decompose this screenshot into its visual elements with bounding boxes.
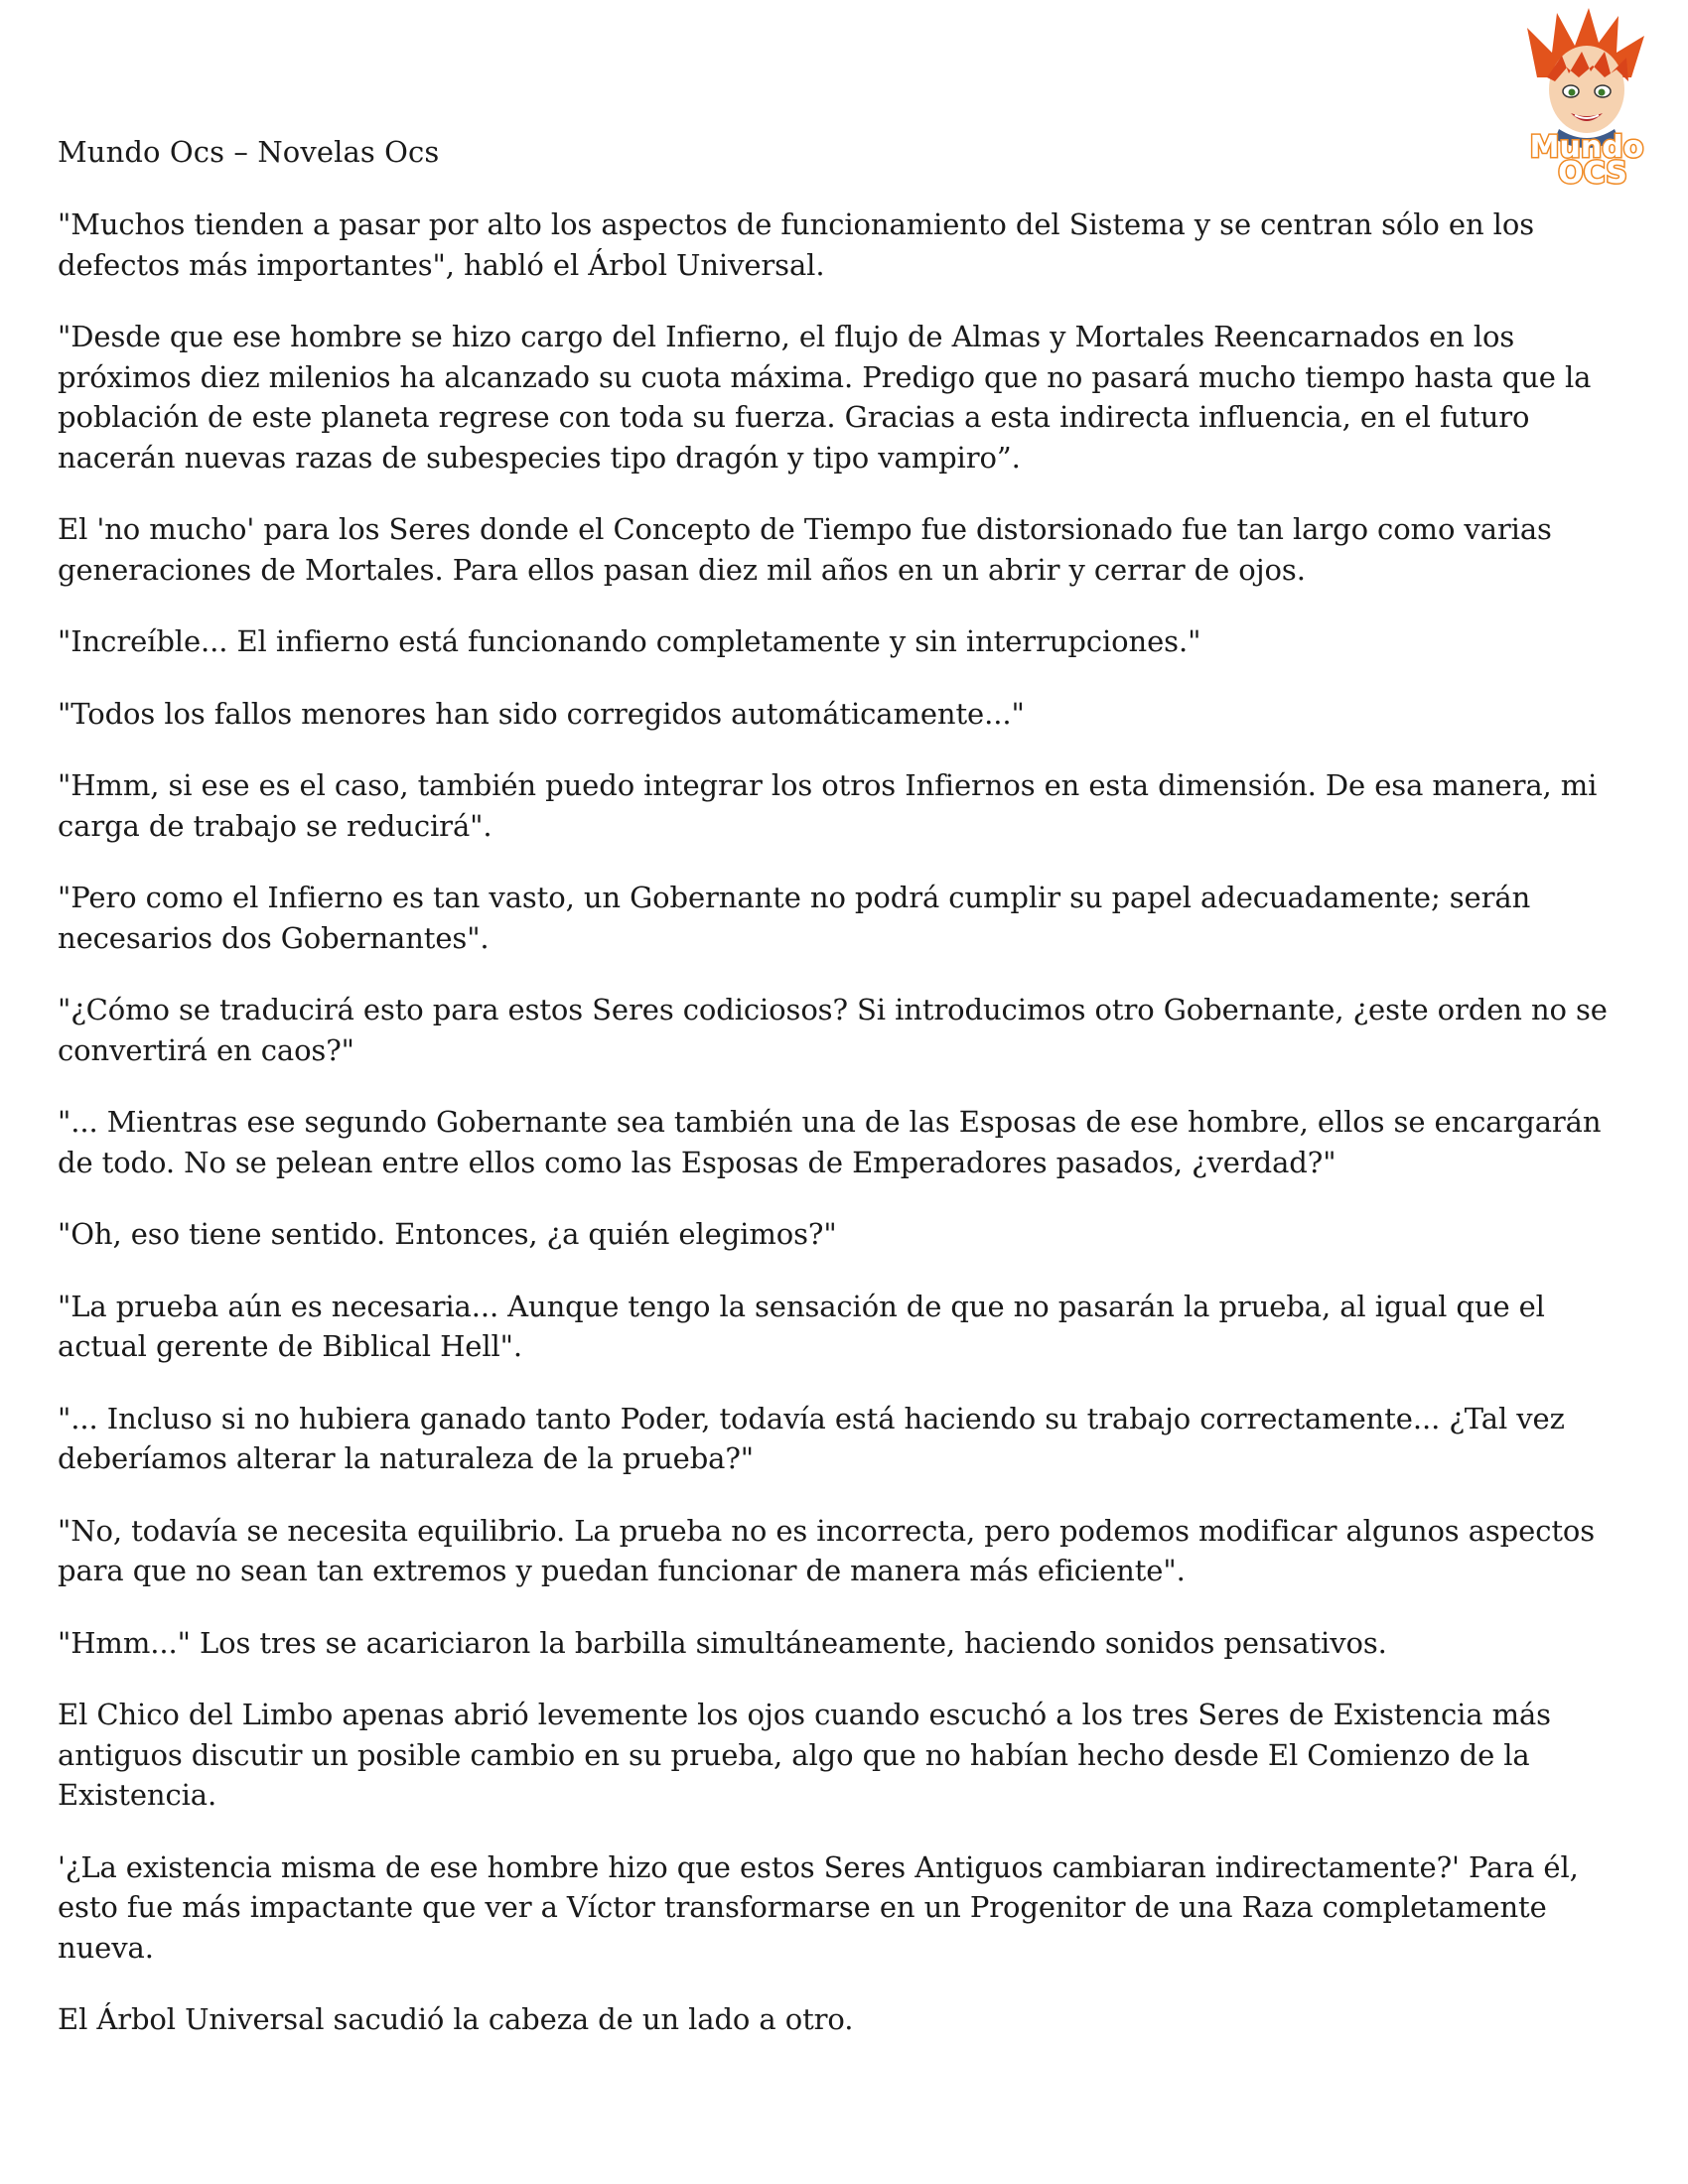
paragraph: "La prueba aún es necesaria... Aunque tengo la sensación de que no pasarán la prueba, al igual que el actual gerente de Biblical Hell". [58,1289,1545,1363]
paragraph: El 'no mucho' para los Seres donde el Concepto de Tiempo fue distorsionado fue tan largo como varias generaciones de Mortales. Para ellos pasan diez mil años en un abrir y cerrar de ojos. [58,512,1552,587]
paragraph: "... Incluso si no hubiera ganado tanto Poder, todavía está haciendo su trabajo correctamente... ¿Tal vez deberíamos alterar la naturaleza de la prueba?" [58,1401,1565,1475]
paragraph: "Todos los fallos menores han sido corregidos automáticamente..." [58,696,1025,731]
paragraph: "No, todavía se necesita equilibrio. La prueba no es incorrecta, pero podemos modificar algunos aspectos para que no sean tan extremos y puedan funcionar de manera más eficiente". [58,1513,1596,1587]
paragraph: El Chico del Limbo apenas abrió levemente los ojos cuando escuchó a los tres Seres de Existencia más antiguos discutir un posible cambio en su prueba, algo que no habían hecho desde El Comienzo de la Existencia. [58,1698,1551,1812]
logo-word-top: Mundo [1529,130,1644,165]
logo-word-bottom: OCS [1558,156,1627,187]
paragraph: "Pero como el Infierno es tan vasto, un Gobernante no podrá cumplir su papel adecuadamente; serán necesarios dos Gobernantes". [58,881,1531,955]
paragraph: '¿La existencia misma de ese hombre hizo que estos Seres Antiguos cambiaran indirectamente?' Para él, esto fue más impactante que ver a Víctor transformarse en un Progenitor de una Raza completamente nueva. [58,1849,1579,1965]
site-title: Mundo Ocs – Novelas Ocs [58,135,440,169]
document-page [58,0,1641,2184]
paragraph: "Hmm..." Los tres se acariciaron la barbilla simultáneamente, haciendo sonidos pensativos. [58,1625,1387,1660]
paragraph: "¿Cómo se traducirá esto para estos Seres codiciosos? Si introducimos otro Gobernante, ¿este orden no se convertirá en caos?" [58,993,1608,1067]
paragraph: "Desde que ese hombre se hizo cargo del Infierno, el flujo de Almas y Mortales Reencarnados en los próximos diez milenios ha alcanzado su cuota máxima. Predigo que no pasará mucho tiempo hasta que la población de este planeta regrese con toda su fuerza. Gracias a esta indirecta influencia, en el futuro nacerán nuevas razas de subespecies tipo dragón y tipo vampiro”. [58,320,1592,475]
paragraph: El Árbol Universal sacudió la cabeza de un lado a otro. [58,2002,854,2036]
chapter-body [58,205,1641,2072]
paragraph: "... Mientras ese segundo Gobernante sea también una de las Esposas de ese hombre, ellos se encargarán de todo. No se pelean entre ellos como las Esposas de Emperadores pasados, ¿verdad?" [58,1105,1602,1179]
paragraph: "Oh, eso tiene sentido. Entonces, ¿a quién elegimos?" [58,1217,837,1251]
paragraph: "Muchos tienden a pasar por alto los aspectos de funcionamiento del Sistema y se centran sólo en los defectos más importantes", habló el Árbol Universal. [58,207,1534,282]
paragraph: "Increíble... El infierno está funcionando completamente y sin interrupciones." [58,624,1201,658]
paragraph: "Hmm, si ese es el caso, también puedo integrar los otros Infiernos en esta dimensión. De esa manera, mi carga de trabajo se reducirá". [58,768,1598,843]
